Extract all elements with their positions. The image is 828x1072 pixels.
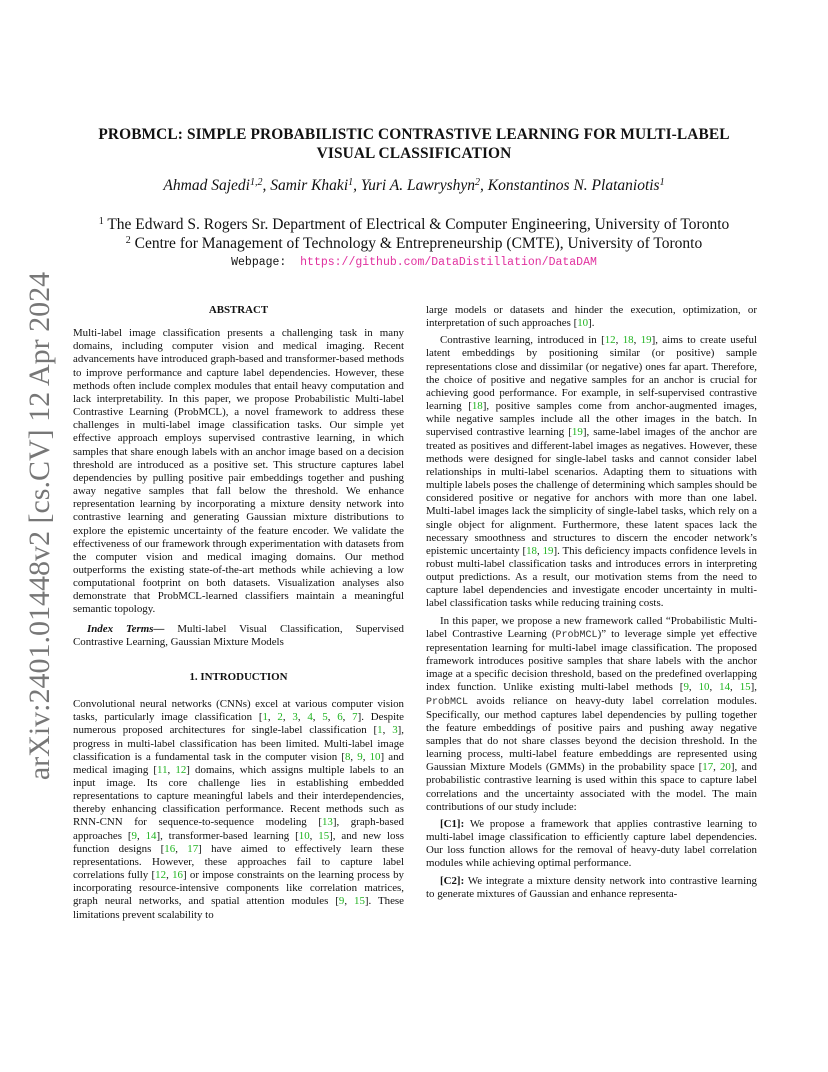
citation-link[interactable]: 18: [526, 544, 537, 557]
affiliation-line: [70, 215, 758, 234]
citation-link[interactable]: 17: [187, 842, 199, 855]
citation-link[interactable]: 9: [683, 681, 689, 694]
webpage-line: [70, 256, 758, 269]
citation-link[interactable]: 15: [739, 681, 751, 694]
author-affiliation-mark: 1: [659, 177, 665, 188]
citation-link[interactable]: 17: [702, 761, 714, 774]
citation-link[interactable]: 2: [277, 711, 283, 724]
affiliations: [70, 215, 758, 253]
citation-link[interactable]: 3: [392, 724, 398, 737]
title-line-2: VISUAL CLASSIFICATION: [316, 145, 512, 162]
citation-link[interactable]: 12: [175, 763, 187, 776]
abstract-heading: ABSTRACT: [208, 304, 269, 316]
author-affiliation-mark: 1,2: [249, 177, 263, 188]
author-name: Konstantinos N. Plataniotis: [487, 177, 660, 194]
author-list: Ahmad Sajedi$^{1,2}$, Samir Khaki$^1$, Yuri A. Lawryshyn$^2$, Konstantinos N. Plataniotis$^1$: [163, 177, 665, 194]
webpage-link[interactable]: https://github.com/DataDistillation/DataDAM: [300, 256, 597, 269]
author-name: Yuri A. Lawryshyn: [360, 177, 476, 194]
citation-link[interactable]: 12: [604, 334, 616, 347]
method-name: ProbMCL: [555, 629, 598, 641]
citation-link[interactable]: 10: [369, 750, 381, 763]
affiliation-mark: 1: [98, 216, 104, 227]
citation-link[interactable]: 10: [298, 829, 310, 842]
citation-link[interactable]: 7: [352, 711, 358, 724]
citation-link[interactable]: 14: [719, 681, 731, 694]
citation-link[interactable]: 14: [145, 829, 157, 842]
citation-link[interactable]: 15: [318, 829, 330, 842]
right-column: [426, 304, 757, 901]
contribution-c2: [C2]: We integrate a mixture density network into contrastive learning to generate mixtures of Gaussian and enhance representa-: [426, 874, 757, 900]
citation-link[interactable]: 19: [640, 334, 652, 347]
right-paragraph-1: large models or datasets and hinder the execution, optimization, or interpretation of such approaches [10].: [426, 304, 757, 330]
citation-link[interactable]: 18: [622, 334, 634, 347]
index-terms-text: Multi-label Visual Classification, Supervised Contrastive Learning, Gaussian Mixture Models: [73, 622, 404, 648]
citation-link[interactable]: 16: [164, 842, 176, 855]
intro-heading: 1. INTRODUCTION: [189, 670, 288, 683]
affiliation-text: The Edward S. Rogers Sr. Department of Electrical & Computer Engineering, University of Toronto: [103, 216, 730, 233]
citation-link[interactable]: 9: [357, 750, 363, 763]
author-affiliation-mark: 2: [475, 177, 481, 188]
author-affiliation-mark: 1: [348, 177, 354, 188]
citation-link[interactable]: 5: [322, 711, 328, 724]
contribution-label: [C2]:: [440, 874, 465, 887]
citation-link[interactable]: 11: [157, 763, 168, 776]
citation-link[interactable]: 3: [292, 711, 298, 724]
title-line-1: PROBMCL: SIMPLE PROBABILISTIC CONTRASTIVE LEARNING FOR MULTI-LABEL: [98, 126, 730, 143]
affiliation-text: Centre for Management of Technology & Entrepreneurship (CMTE), University of Toronto: [130, 235, 703, 252]
right-paragraph-2: Contrastive learning, introduced in [12, 18, 19], aims to create useful latent embeddings by positioning similar (or positive) sample representations close and dissimilar (or negative) ones far apart. Therefore, the choice of positive and negative samples for an anchor is crucial for achieving good performance. For example, in self-supervised contrastive learning [18], positive samples come from anchor-augmented images, while negative samples include all the other images in the batch. In supervised contrastive learning [19], same-label images of the anchor are treated as positives and different-label images as negatives. However, these methods were designed for single-label tasks and cannot consider label relationships in multi-label scenarios. Adapting them to situations with multiple labels poses the challenge of determining which samples should be considered positive or negative for anchors with more than one label. Multi-label images lack the simplicity of single-label tasks, which rely on a single object for alignment. Furthermore, these latent spaces lack the necessary smoothness and structures to discern the encoder network’s epistemic uncertainty [18, 19]. This deficiency impacts confidence levels in robust multi-label classification tasks and introduces errors in interpreting output predictions. As a result, our motivation stems from the need to capture label dependencies and investigate encoder uncertainty in multi-label classification tasks while reducing training costs.: [426, 334, 758, 610]
citation-link[interactable]: 1: [262, 711, 268, 724]
citation-link[interactable]: 10: [698, 681, 710, 694]
affiliation-mark: 2: [125, 235, 131, 246]
citation-link[interactable]: 15: [354, 895, 365, 908]
citation-link[interactable]: 20: [719, 761, 731, 774]
citation-link[interactable]: 13: [321, 816, 333, 829]
citation-link[interactable]: 4: [307, 711, 313, 724]
abstract-text: Multi-label image classification presents a challenging task in many domains, including computer vision and medical imaging. Recent advancements have introduced graph-based and transformer-based methods to improve performance and capture label dependencies. However, these methods often include complex modules that entail heavy computation and lack interpretability. In this paper, we propose Probabilistic Multi-label Contrastive Learning (ProbMCL), a novel framework to address these challenges in multi-label image classification tasks. Our simple yet effective approach employs supervised contrastive learning, in which samples that share enough labels with an anchor image based on a decision threshold are introduced as a positive set. This structure captures label dependencies by pulling positive pair embeddings together and pushing away negative samples that fall below the threshold. We enhance representation learning by incorporating a mixture density network into contrastive learning and generating Gaussian mixture distributions to explore the epistemic uncertainty of the feature encoder. We validate the effectiveness of our framework through experimentation with datasets from the computer vision and medical imaging domains. Our method outperforms the existing state-of-the-art methods while achieving a low computational footprint on both datasets. Visualization analyses also demonstrate that ProbMCL-learned classifiers maintain a meaningful semantic topology.: [73, 327, 404, 616]
author-name: Ahmad Sajedi: [163, 177, 250, 194]
right-paragraph-3: In this paper, we propose a new framework called “Probabilistic Multi-label Contrastive Learning (ProbMCL)” to leverage simple yet effective representation learning for multi-label image classification. The proposed framework introduces positive samples that share labels with the anchor image at a specific decision threshold, based on the predefined overlapping index function. Unlike existing multi-label methods [9, 10, 14, 15], ProbMCL avoids reliance on heavy-duty label correlation modules. Specifically, our method captures label dependencies by pulling together the feature embeddings of positive pairs and pushing away negative samples that do not share classes beyond the decision threshold. In the learning process, multi-label feature embeddings are represented using Gaussian Mixture Models (GMMs) in the probability space [17, 20], and probabilistic contrastive learning is used within this space to capture label correlations and the uncertainty associated with the model. The main contributions of our study include:: [426, 614, 757, 813]
author-name: Samir Khaki: [270, 177, 349, 194]
citation-link[interactable]: 1: [377, 724, 383, 737]
contribution-label: [C1]:: [440, 817, 465, 830]
method-name: ProbMCL: [426, 696, 469, 708]
webpage-label: Webpage:: [231, 256, 287, 269]
citation-link[interactable]: 12: [155, 869, 167, 882]
intro-paragraph: Convolutional neural networks (CNNs) excel at various computer vision tasks, particularly image classification [1, 2, 3, 4, 5, 6, 7]. Despite numerous proposed architectures for single-label classification [1, 3], progress in multi-label classification has been limited. Multi-label image classification is a fundamental task in the computer vision [8, 9, 10] and medical imaging [11, 12] domains, which assigns multiple labels to an input image. Its core challenge lies in establishing embedded representations to capture meaningful labels and their interdependencies, thereby enhancing classification performance. Recent methods such as RNN-CNN for sequence-to-sequence modeling [13], graph-based approaches [9, 14], transformer-based learning [10, 15], and new loss function designs [16, 17] have aimed to effectively learn these representations. However, these approaches fail to capture label correlations fully [12, 16] or impose constraints on the learning process by incorporating resource-intensive components like correlation matrices, graph neural networks, and spatial attention modules [9, 15]. These limitations prevent scalability to: [73, 698, 405, 921]
citation-link[interactable]: 18: [471, 400, 483, 413]
affiliation-line: [70, 234, 758, 253]
left-column: [73, 304, 404, 922]
citation-link[interactable]: 16: [172, 869, 183, 882]
arxiv-stamp: arXiv:2401.01448v2 [cs.CV] 12 Apr 2024: [23, 271, 56, 781]
citation-link[interactable]: 9: [338, 895, 345, 908]
index-terms: [73, 623, 404, 649]
citation-link[interactable]: 8: [344, 750, 351, 763]
contribution-c1: [C1]: We propose a framework that applies contrastive learning to multi-label image classification to efficiently capture label dependencies. Our loss function allows for the removal of heavy-duty label correlation modules while achieving optimal performance.: [426, 817, 757, 870]
paper-title: [70, 125, 758, 163]
index-terms-label: Index Terms—: [87, 622, 165, 635]
citation-link[interactable]: 19: [542, 544, 554, 557]
citation-link[interactable]: 6: [337, 711, 343, 724]
citation-link[interactable]: 19: [571, 426, 583, 439]
citation-link[interactable]: 10: [577, 317, 589, 330]
citation-link[interactable]: 9: [131, 829, 137, 842]
